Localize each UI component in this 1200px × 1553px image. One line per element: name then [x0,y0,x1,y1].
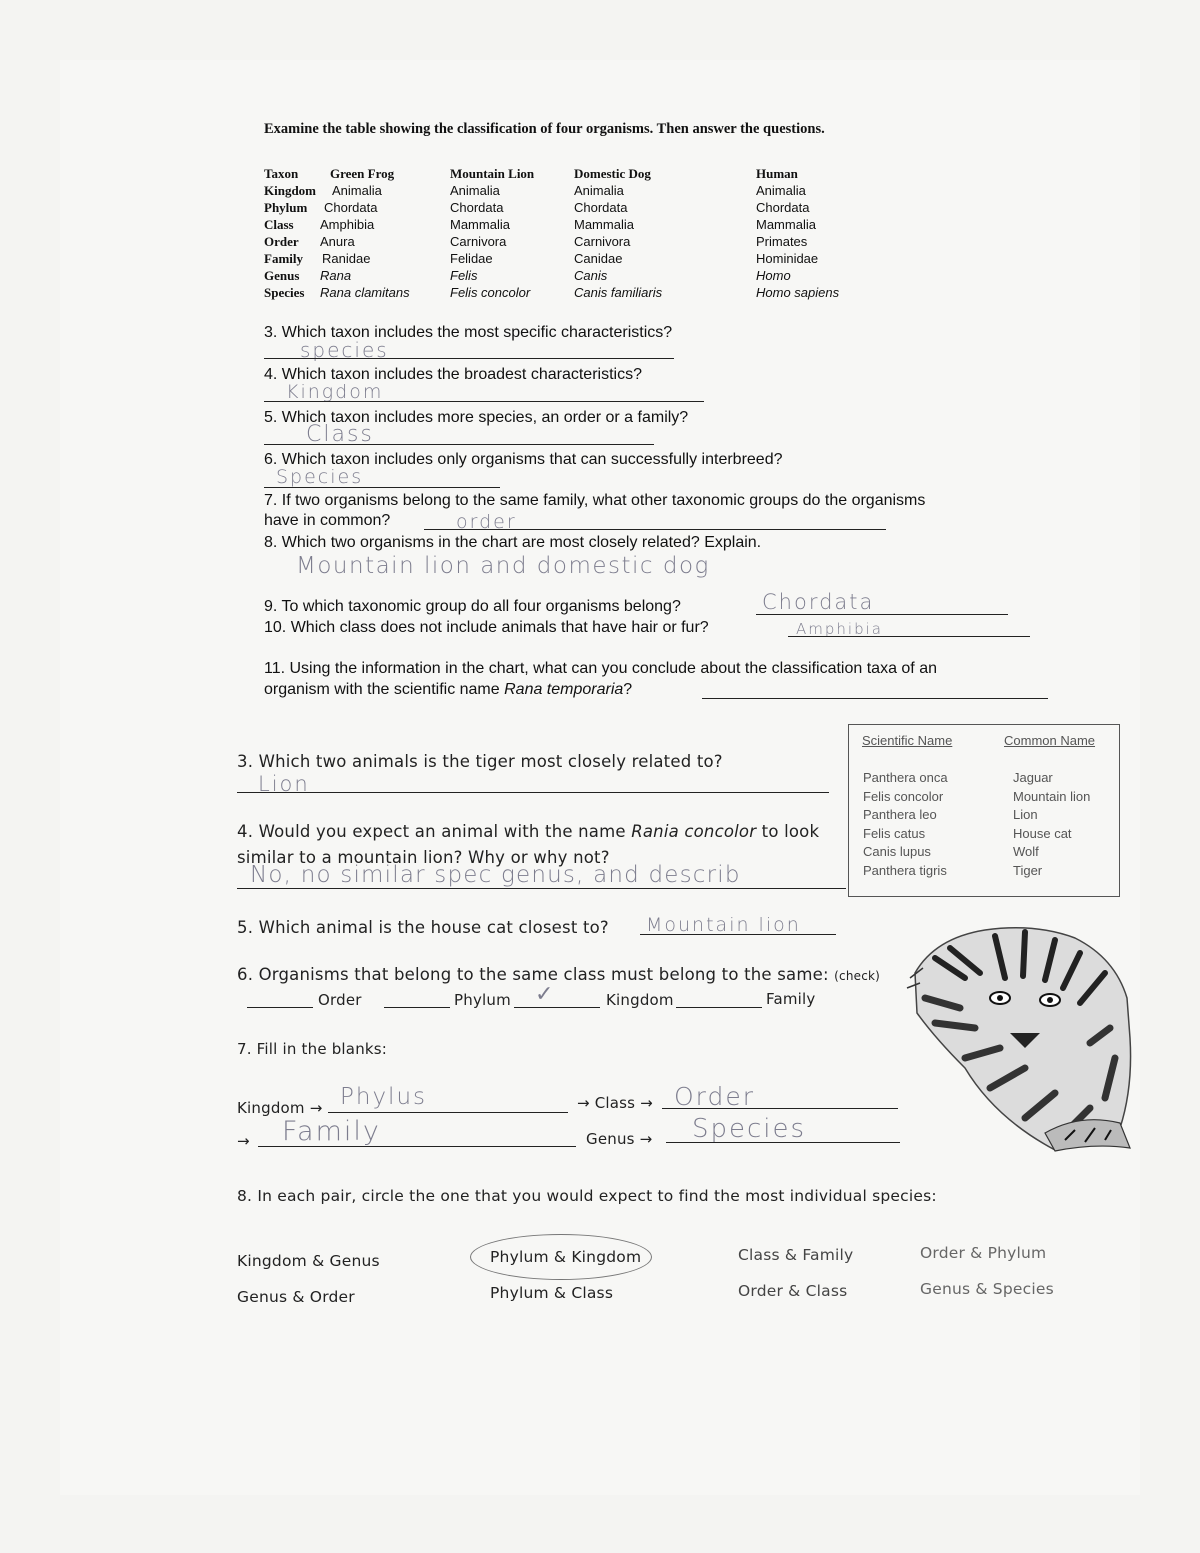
q7-text-line2: have in common? [264,512,391,529]
check-line-kingdom[interactable] [514,1007,600,1008]
q9-answer[interactable]: Chordata [762,590,875,614]
label-genus: Genus → [586,1130,653,1148]
table-cell: Canis [574,268,608,283]
p2-q4-line2: similar to a mountain lion? Why or why not? [237,848,610,867]
table-cell: Chordata [450,200,504,215]
common-header: Common Name [1004,733,1096,748]
table-cell: Felidae [450,251,493,266]
table-header-2: Mountain Lion [450,166,535,181]
q6-answer-line [264,487,500,488]
answer-species[interactable]: Species [692,1114,807,1144]
table-cell: Species [264,285,305,300]
pair-1-2[interactable]: Phylum & Kingdom [490,1248,642,1266]
q7-answer-line [424,529,886,530]
table-cell: Mammalia [756,217,816,232]
table-cell: Canis familiaris [574,285,663,300]
q9-answer-line [756,614,1008,615]
q9-text: 9. To which taxonomic group do all four organisms belong? [264,598,681,615]
q3-answer-line [264,358,674,359]
q8-text: 8. Which two organisms in the chart are most closely related? Explain. [264,534,762,551]
instruction-text: Examine the table showing the classification of four organisms. Then answer the questions. [264,121,825,137]
table-cell: Rana clamitans [320,285,410,300]
q11-text-line1: 11. Using the information in the chart, what can you conclude about the classification taxa of an [264,660,937,677]
q10-answer-line [788,636,1030,637]
pair-2-1[interactable]: Genus & Order [237,1288,355,1306]
table-cell: Canidae [574,251,623,266]
sci-header: Scientific Name [862,733,953,748]
p2-q6-text: 6. Organisms that belong to the same class must belong to the same: (check) [237,965,881,984]
table-cell: Ranidae [322,251,371,266]
pair-1-1[interactable]: Kingdom & Genus [237,1252,380,1270]
pair-1-4[interactable]: Order & Phylum [920,1244,1047,1262]
table-cell: Chordata [574,200,628,215]
table-cell: Chordata [324,200,378,215]
option-phylum: Phylum [454,991,511,1009]
q6-answer[interactable]: Species [276,466,364,488]
check-line-family[interactable] [676,1007,762,1008]
table-cell: Order [264,234,299,249]
table-cell: Family [264,251,303,266]
q11-text-line2: organism with the scientific name Rana temporaria? [264,681,633,698]
table-cell: Animalia [332,183,382,198]
table-cell: Felis [450,268,478,283]
blank-4 [666,1142,900,1143]
label-arrow: → [237,1132,250,1150]
p2-q3-answer[interactable]: Lion [258,772,310,796]
checkmark-icon: ✓ [535,982,554,1007]
table-cell: Carnivora [450,234,507,249]
q5-answer-line [264,444,654,445]
table-header-3: Domestic Dog [574,166,651,181]
check-line-phylum[interactable] [384,1007,450,1008]
table-cell: Felis concolor [450,285,531,300]
table-cell: Hominidae [756,251,819,266]
q8-answer[interactable]: Mountain lion and domestic dog [296,553,710,579]
answer-circle [470,1234,652,1280]
table-cell: Amphibia [320,217,375,232]
pair-2-2[interactable]: Phylum & Class [490,1284,614,1302]
q7-answer[interactable]: order [456,511,517,533]
table-cell: Animalia [450,183,500,198]
blank-3 [258,1146,576,1147]
q4-answer-line [264,401,704,402]
table-cell: Homo [756,268,791,283]
option-kingdom: Kingdom [606,991,674,1009]
table-cell: Primates [756,234,808,249]
sci-col: Panthera onca Felis concolor Panthera leo Felis catus Canis lupus Panthera tigris [863,770,948,878]
table-cell: Animalia [574,183,624,198]
q6-text: 6. Which taxon includes only organisms that can successfully interbreed? [264,451,783,468]
table-cell: Animalia [756,183,806,198]
q10-answer[interactable]: Amphibia [796,620,883,638]
q10-text: 10. Which class does not include animals that have hair or fur? [264,619,709,636]
table-cell: Mammalia [450,217,510,232]
p2-q3-text: 3. Which two animals is the tiger most closely related to? [237,752,723,771]
table-header-1: Green Frog [330,166,395,181]
check-line-order[interactable] [247,1007,313,1008]
table-cell: Mammalia [574,217,634,232]
p2-q4-answer[interactable]: No, no similar spec genus, and describ [250,862,741,888]
table-cell: Phylum [264,200,308,215]
p2-q3-answer-line [237,792,829,793]
table-cell: Homo sapiens [756,285,840,300]
option-family: Family [766,990,816,1008]
q7-text-line1: 7. If two organisms belong to the same family, what other taxonomic groups do the organisms [264,492,926,509]
answer-family[interactable]: Family [282,1116,381,1147]
pair-1-3[interactable]: Class & Family [738,1246,854,1264]
blank-1 [328,1112,568,1113]
table-header-0: Taxon [264,166,299,181]
table-cell: Chordata [756,200,810,215]
label-kingdom: Kingdom → [237,1099,323,1117]
q4-answer[interactable]: Kingdom [286,381,384,403]
common-col: Jaguar Mountain lion Lion House cat Wolf Tiger [1013,770,1091,878]
q11-answer-line [702,698,1048,699]
q4-text: 4. Which taxon includes the broadest characteristics? [264,366,642,383]
label-class: → Class → [577,1094,653,1112]
q3-text: 3. Which taxon includes the most specific characteristics? [264,324,673,341]
table-header-4: Human [756,166,798,181]
blank-2 [662,1108,898,1109]
p2-q8-text: 8. In each pair, circle the one that you would expect to find the most individual species: [237,1187,937,1205]
q5-answer[interactable]: Class [306,422,374,447]
option-order: Order [318,991,362,1009]
p2-q5-answer[interactable]: Mountain lion [646,914,801,936]
p2-q4-line1: 4. Would you expect an animal with the name Rania concolor to look [237,822,820,841]
table-cell: Rana [320,268,352,283]
answer-phylum[interactable]: Phylus [340,1084,428,1110]
p2-q5-text: 5. Which animal is the house cat closest to? [237,918,609,937]
table-cell: Class [264,217,294,232]
table-cell: Carnivora [574,234,631,249]
table-cell: Genus [264,268,300,283]
p2-q7-text: 7. Fill in the blanks: [237,1040,388,1058]
p2-q4-answer-line [237,888,846,889]
scientific-name-table [848,724,1120,897]
pair-2-4[interactable]: Genus & Species [920,1280,1054,1298]
q3-answer[interactable]: species [300,338,389,362]
answer-order[interactable]: Order [674,1082,756,1111]
p2-q5-answer-line [640,934,836,935]
pair-2-3[interactable]: Order & Class [738,1282,848,1300]
q5-text: 5. Which taxon includes more species, an order or a family? [264,409,689,426]
table-cell: Kingdom [264,183,317,198]
table-cell: Anura [320,234,355,249]
tiger-illustration [905,918,1137,1154]
